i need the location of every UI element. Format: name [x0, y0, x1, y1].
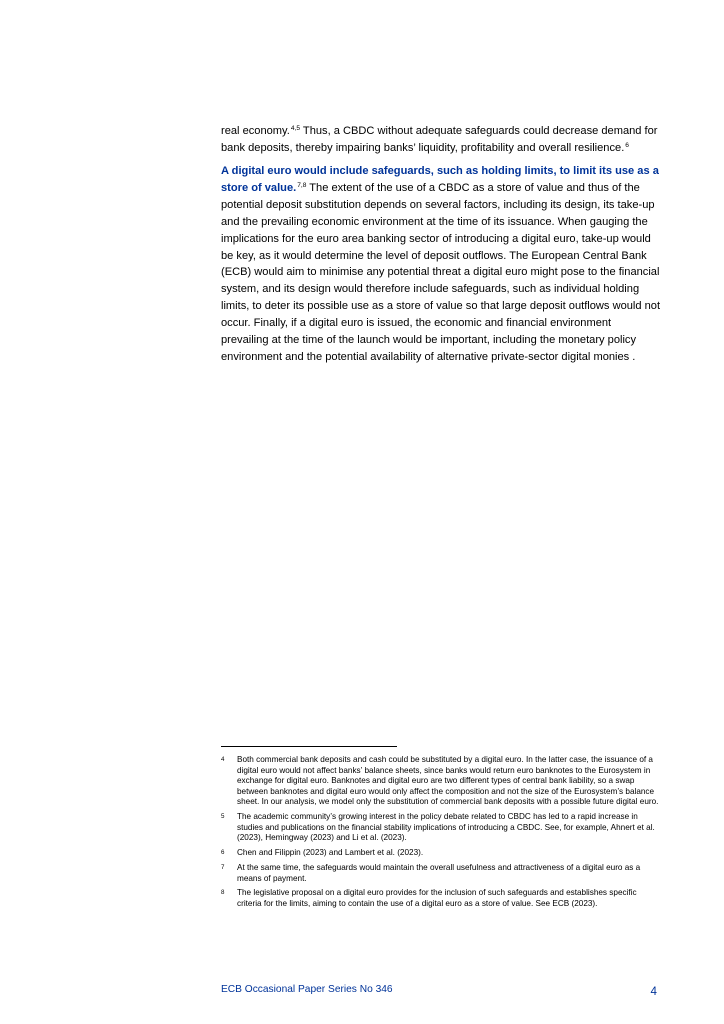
paragraph-2	[221, 163, 661, 366]
footnote-number: 5	[221, 813, 225, 821]
footnote-text: At the same time, the safeguards would maintain the overall usefulness and attractiveness of a digital euro as a means of payment.	[237, 862, 641, 883]
footnote-number: 7	[221, 863, 225, 871]
footnote-4	[221, 755, 661, 808]
paragraph-2-text: The extent of the use of a CBDC as a store of value and thus of the potential deposit substitution depends on several factors, including its design, its take-up and the prevailing economic environment at the time of its issuance. When gauging the implications for the euro area banking sector of introducing a digital euro, take-up would be key, as it would determine the level of deposit outflows. The European Central Bank (ECB) would aim to minimise any potential threat a digital euro might pose to the financial system, and its design would therefore include safeguards, such as individual holding limits, to deter its possible use as a store of value so that large deposit outflows would not occur. Finally, if a digital euro is issued, the economic and financial environment prevailing at the time of the launch would be important, including the monetary policy environment and the potential availability of alternative private-sector digital monies .	[221, 181, 661, 363]
footnote-8	[221, 888, 661, 909]
footnote-divider	[221, 746, 397, 747]
paragraph-1-text: Thus, a CBDC without adequate safeguards could decrease demand for bank deposits, thereby impairing banks’ liquidity, profitability and overall resilience.	[221, 125, 658, 154]
footnote-ref[interactable]: 6	[625, 141, 629, 149]
body-text	[221, 123, 661, 372]
footnote-number: 6	[221, 849, 225, 857]
footnote-ref[interactable]: 4,5	[290, 125, 301, 132]
footnote-number: 8	[221, 889, 225, 897]
footnotes	[221, 755, 661, 914]
footnote-text: Chen and Filippin (2023) and Lambert et al. (2023).	[237, 848, 424, 858]
paragraph-1	[221, 123, 661, 157]
series-title: ECB Occasional Paper Series No 346	[221, 984, 393, 995]
footnote-5	[221, 812, 661, 844]
paragraph-1-start: real economy.	[221, 125, 290, 137]
footnote-6	[221, 848, 661, 859]
footnote-7	[221, 863, 661, 884]
footnote-text: The academic community’s growing interest in the policy debate related to CBDC has led to a rapid increase in studies and publications on the financial stability implications of introducing a CBDC. See, for example, Ahnert et al. (2023), Hemingway (2023) and Li et al. (2023).	[237, 812, 655, 843]
footnote-text: Both commercial bank deposits and cash could be substituted by a digital euro. In the latter case, the issuance of a digital euro would not affect banks’ balance sheets, since banks would return euro banknotes to the Eurosystem in exchange for digital euro. Banknotes and digital euro are two different types of central bank liability, so a swap between banknotes and digital euro would only affect the composition and not the size of the Eurosystem’s balance sheet. In our analysis, we model only the substitution of commercial bank deposits with a possible future digital euro.	[237, 755, 659, 807]
paragraph-2-lead: A digital euro would include safeguards, such as holding limits, to limit its use as a store of value.	[221, 165, 659, 194]
page-footer	[221, 984, 657, 998]
page-number: 4	[650, 985, 657, 998]
footnote-ref[interactable]: 7,8	[297, 181, 307, 189]
footnote-number: 4	[221, 756, 225, 763]
footnote-text: The legislative proposal on a digital euro provides for the inclusion of such safeguards and establishes specific criteria for the limits, aiming to contain the use of a digital euro as a store of value. See ECB (2023).	[237, 888, 637, 908]
